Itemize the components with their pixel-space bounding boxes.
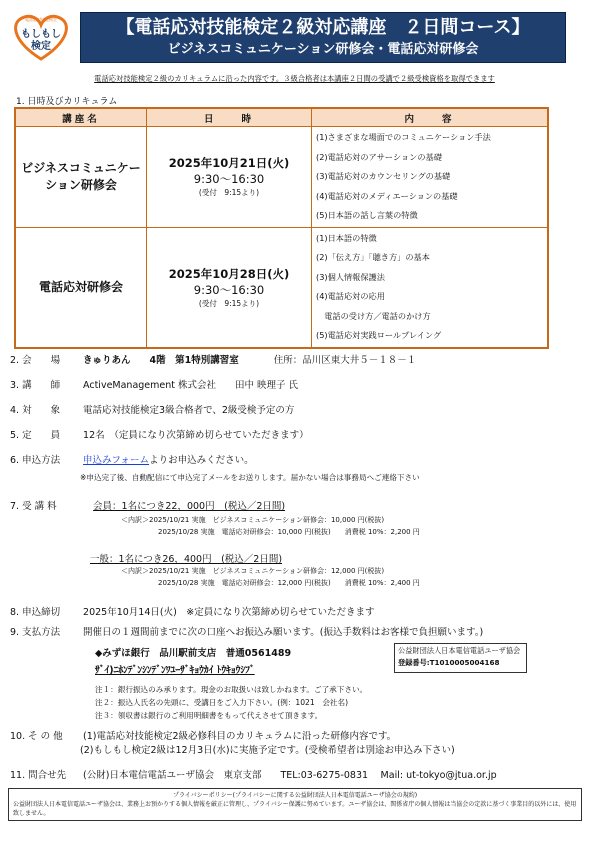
content-item: (1)さまざまな場面でのコミュニケーション手法 [316,132,491,142]
content-item: (2)「伝え方」「聴き方」の基本 [316,252,430,262]
capacity-label: 5. 定 員 [10,430,61,441]
content-item: (1)日本語の特徴 [316,232,377,243]
fee-row [10,498,285,512]
payment-note: 注３：領収書は銀行のご利用明細書をもって代えさせて頂きます。 [95,711,323,720]
contact-row [10,767,497,781]
venue-label: 2. 会 場 [10,355,61,366]
content-item: (3)個人情報保護法 [316,271,385,282]
venue-name: きゅりあん 4階 第1特別講習室 [83,355,239,366]
target-row [10,402,294,416]
payment-value: 開催日の１週間前までに次の口座へお振込み願います。(振込手数料はお客様で負担願います。) [83,627,484,638]
registration-org: 公益財団法人日本電信電話ユーザ協会 [398,646,521,655]
course-datetime [147,227,312,348]
venue-address: 住所：品川区東大井５－１８－１ [273,355,417,366]
contact-label: 11. 問合せ先 [10,770,67,781]
other-row [10,728,396,742]
registration-number: 登録番号:T1010005004168 [398,658,500,667]
contact-value: (公財)日本電信電話ユーザ協会 東京支部 TEL:03-6275-0831 Mail: ut-tokyo@jtua.or.jp [83,770,497,781]
content-item: (3)電話応対のカウンセリングの基礎 [316,171,451,181]
capacity-row [10,427,309,441]
course-name-line1: ビジネスコミュニケー [21,160,141,175]
course-reception: (受付 9:15より) [198,188,260,198]
privacy-policy-box [8,788,582,821]
fee-general-line: 2025/10/28 実施 電話応対研修会：12,000 円(税抜) 消費税 10%：2,400 円 [158,579,420,587]
logo-line1: もしもし [21,29,61,40]
curriculum-row [15,127,548,228]
privacy-body: 公益財団法人日本電信電話ユーザ協会は、業務上お預かりする個人情報を厳正に管理し、プライバシー保護に努めています。ユーザ協会は、関係省庁の個人情報は当協会の定款に基づく事業目的以外には、使用致しません。 [13,801,577,817]
privacy-title: プライバシーポリシー(プライバシーに関する公益財団法人日本電信電話ユーザ協会の規約) [172,792,418,799]
apply-note: ※申込完了後、自動配信にて申込完了メールをお送りします。届かない場合は事務局へご連絡下さい [80,473,420,482]
course-name [15,227,147,348]
title-banner [80,12,566,63]
header-datetime: 日 時 [147,108,312,127]
course-date: 2025年10月21日(火) [168,156,290,171]
fee-member-line: 2025/10/28 実施 電話応対研修会：10,000 円(税抜) 消費税 10%：2,200 円 [158,528,420,536]
other-label: 10. そ の 他 [10,731,63,742]
other-item: (2)もしもし検定2級は12月3日(水)に実施予定です。(受検希望者は別途お申込み下さい) [80,745,455,756]
deadline-label: 8. 申込締切 [10,607,61,618]
course-datetime [147,127,312,228]
course-time: 9:30～16:30 [193,172,265,187]
content-item: (4)電話応対の応用 [316,291,385,301]
course-reception: (受付 9:15より) [198,298,260,308]
fee-label: 7. 受 講 料 [10,501,57,512]
apply-row [10,452,254,466]
header-course: 講座名 [15,108,147,127]
course-content [312,127,549,228]
deadline-row [10,604,374,618]
course-date: 2025年10月28日(火) [168,266,290,281]
logo-arc-text: 電話応対技能検定 [25,17,57,22]
fee-general-line: ＜内訳＞2025/10/21 実施 ビジネスコミュニケーション研修会：12,000 円(税抜) [121,567,385,575]
course-name-line2: ション研修会 [45,177,117,192]
target-value: 電話応対技能検定3級合格者で、2級受検予定の方 [83,405,295,416]
registration-box [394,643,527,673]
fee-general-title: 一般：1名につき26，400円 (税込／2日間) [90,554,283,565]
payment-label: 9. 支払方法 [10,627,61,638]
curriculum-header-row [15,108,548,127]
content-item: (5)電話応対実践ロールプレイング [316,330,442,340]
instructor-value: ActiveManagement 株式会社 田中 映理子 氏 [83,380,299,391]
venue-row [10,352,416,366]
payment-row [10,624,483,638]
bank-account: ◆みずほ銀行 品川駅前支店 普通0561489 [95,648,292,659]
course-name-line1: 電話応対研修会 [38,279,123,294]
deadline-value: 2025年10月14日(火) ※定員になり次第締め切らせていただきます [83,607,375,618]
target-label: 4. 対 象 [10,405,61,416]
fee-member-line: ＜内訳＞2025/10/21 実施 ビジネスコミュニケーション研修会：10,000 円(税抜) [121,516,385,524]
curriculum-row [15,227,548,348]
instructor-row [10,377,298,391]
banner-title: 【電話応対技能検定２級対応講座 ２日間コース】 [116,17,530,38]
logo-line2: 検定 [31,41,51,52]
apply-form-link[interactable]: 申込みフォーム [83,455,150,466]
course-content [312,227,549,348]
bank-account-kana: ｻﾞｲ)ﾆﾎﾝﾃﾞﾝｼﾝﾃﾞﾝﾜﾕｰｻﾞｷｮｳｶｲ ﾄｳｷｮｳｼﾌﾞ [95,665,255,676]
capacity-value: 12名 （定員になり次第締め切らせていただきます） [83,430,309,441]
fee-member-title: 会員：1名につき22，000円 (税込／2日間) [93,501,286,512]
payment-note: 注２：振込人氏名の先頭に、受講日をご入力下さい。(例：1021 会社名) [95,698,349,707]
banner-subtitle: ビジネスコミュニケーション研修会・電話応対研修会 [167,42,479,57]
course-time: 9:30～16:30 [193,282,265,297]
payment-note: 注１：銀行振込のみ承ります。現金のお取扱いは致しかねます。ご了承下さい。 [95,685,368,694]
other-item: (1)電話応対技能検定2級必修科目のカリキュラムに沿った研修内容です。 [83,731,397,742]
curriculum-table [14,107,549,349]
content-item: (4)電話応対のメディエーションの基礎 [316,190,458,201]
instructor-label: 3. 講 師 [10,380,61,391]
course-name [15,127,147,228]
content-item: 電話の受け方／電話のかけ方 [316,310,431,321]
intro-text: 電話応対技能検定２級のカリキュラムに沿った内容です。３級合格者は本講座２日間の受講で２級受検資格を取得できます [94,74,495,83]
apply-text: よりお申込みください。 [149,455,254,466]
content-item: (5)日本語の話し言葉の特徴 [316,210,418,220]
section1-heading: 1. 日時及びカリキュラム [16,97,118,107]
apply-label: 6. 申込方法 [10,455,61,466]
content-item: (2)電話応対のアサーションの基礎 [316,151,442,162]
header-content: 内 容 [312,108,549,127]
mosimosi-logo [8,12,74,62]
